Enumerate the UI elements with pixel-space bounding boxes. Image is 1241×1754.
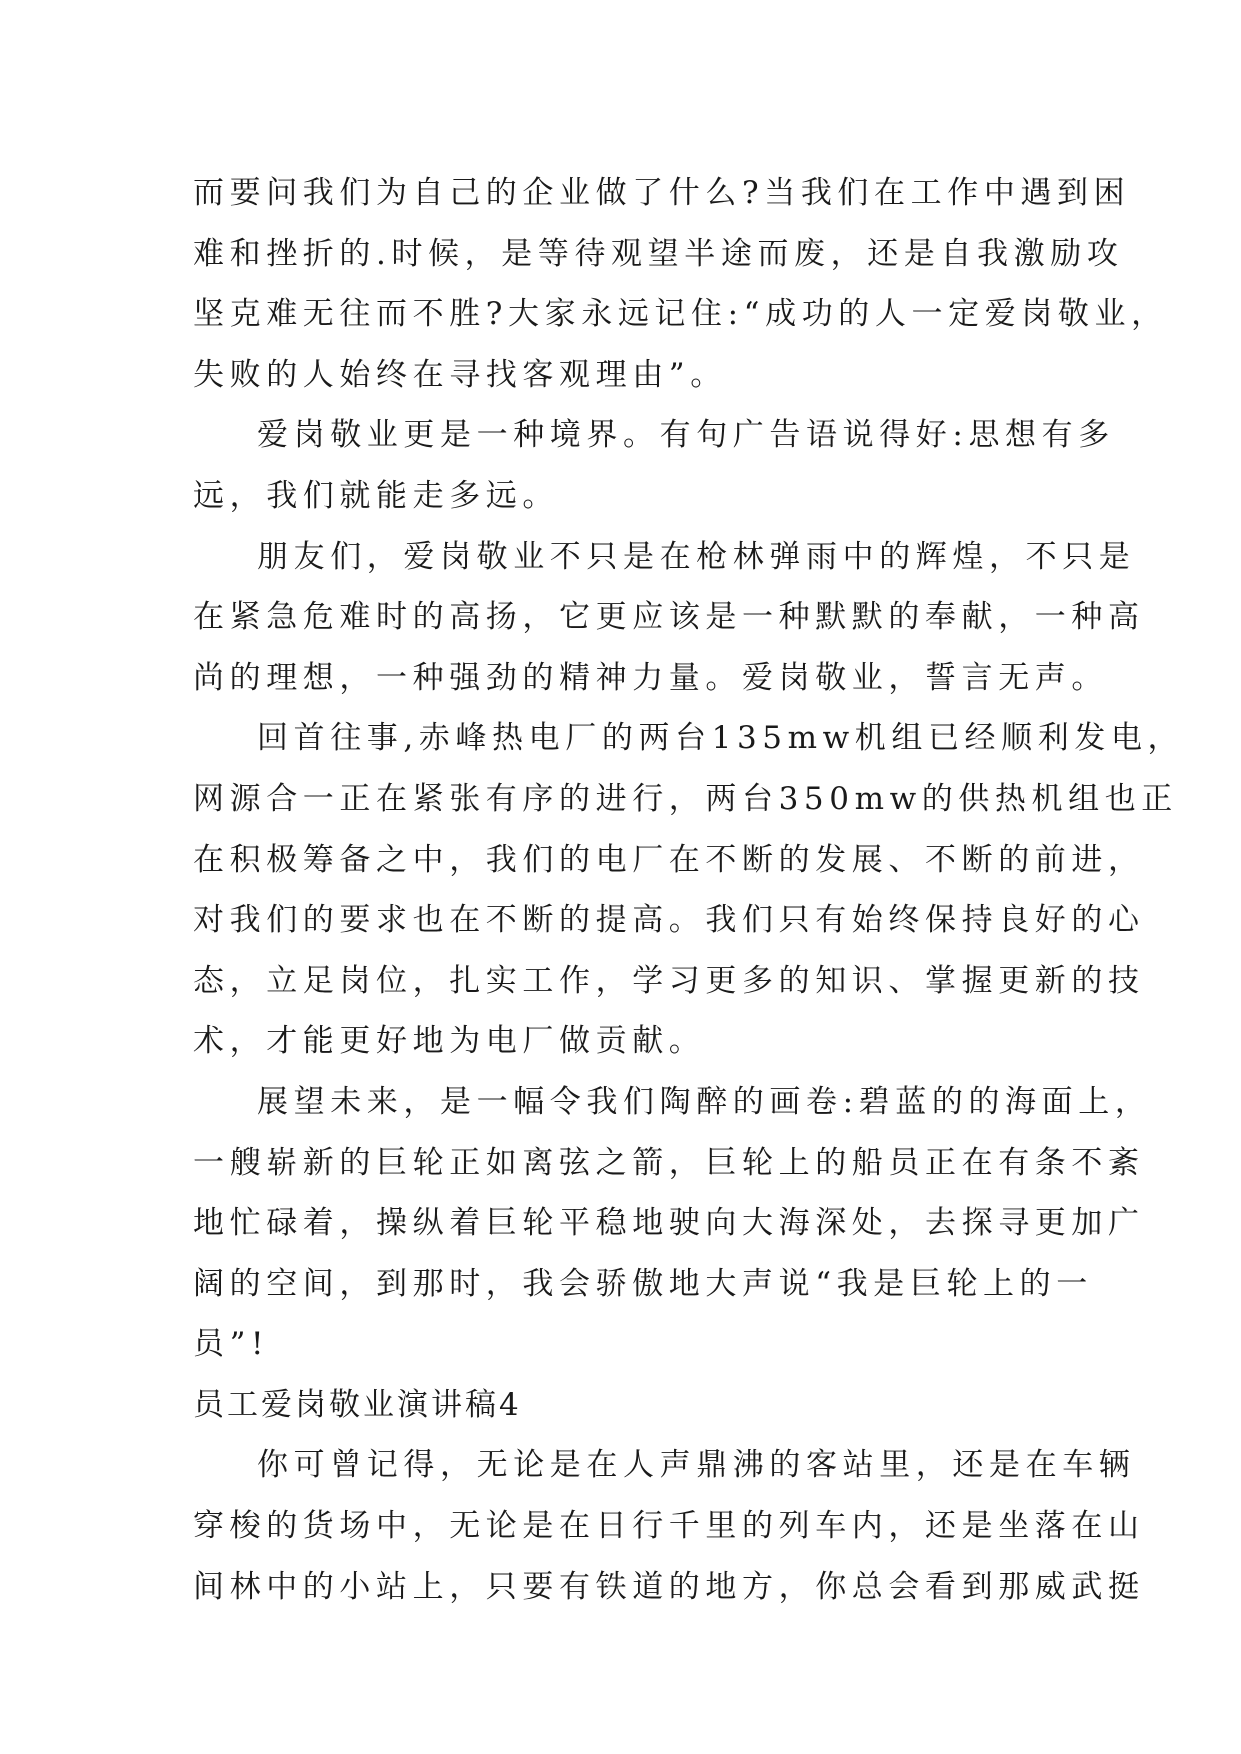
text-line: 员”! <box>193 1326 270 1363</box>
text-line: 对我们的要求也在不断的提高。我们只有始终保持良好的心 <box>193 902 1145 939</box>
text-line: 朋友们，爱岗敬业不只是在枪林弹雨中的辉煌，不只是 <box>257 538 1136 575</box>
text-line: 爱岗敬业更是一种境界。有句广告语说得好:思想有多 <box>257 417 1115 454</box>
text-line: 坚克难无往而不胜?大家永远记住:“成功的人一定爱岗敬业， <box>193 296 1168 333</box>
text-line: 而要问我们为自己的企业做了什么?当我们在工作中遇到困 <box>193 175 1131 211</box>
text-line: 间林中的小站上，只要有铁道的地方，你总会看到那威武挺 <box>193 1568 1145 1605</box>
text-line: 术，才能更好地为电厂做贡献。 <box>193 1023 706 1060</box>
document-body <box>193 163 1185 1617</box>
text-line: 在积极筹备之中，我们的电厂在不断的发展、不断的前进， <box>193 841 1145 878</box>
text-line: 远，我们就能走多远。 <box>193 477 559 514</box>
text-line: 失败的人始终在寻找客观理由”。 <box>193 356 727 393</box>
text-line: 态，立足岗位，扎实工作，学习更多的知识、掌握更新的技 <box>193 962 1145 999</box>
section-heading: 员工爱岗敬业演讲稿4 <box>193 1386 522 1423</box>
text-line: 尚的理想，一种强劲的精神力量。爱岗敬业，誓言无声。 <box>193 659 1108 696</box>
text-line: 在紧急危难时的高扬，它更应该是一种默默的奉献，一种高 <box>193 599 1145 636</box>
text-line: 你可曾记得，无论是在人声鼎沸的客站里，还是在车辆 <box>257 1447 1136 1484</box>
text-line: 地忙碌着，操纵着巨轮平稳地驶向大海深处，去探寻更加广 <box>193 1205 1145 1242</box>
text-line: 穿梭的货场中，无论是在日行千里的列车内，还是坐落在山 <box>193 1508 1145 1545</box>
text-line: 一艘崭新的巨轮正如离弦之箭，巨轮上的船员正在有条不紊 <box>193 1144 1145 1181</box>
text-line: 展望未来，是一幅令我们陶醉的画卷:碧蓝的的海面上， <box>257 1083 1152 1120</box>
text-line: 阔的空间，到那时，我会骄傲地大声说“我是巨轮上的一 <box>193 1265 1093 1302</box>
text-line: 难和挫折的.时候，是等待观望半途而废，还是自我激励攻 <box>193 235 1124 272</box>
text-line: 回首往事,赤峰热电厂的两台135mw机组已经顺利发电， <box>257 720 1185 757</box>
text-line: 网源合一正在紧张有序的进行，两台350mw的供热机组也正 <box>193 780 1178 817</box>
